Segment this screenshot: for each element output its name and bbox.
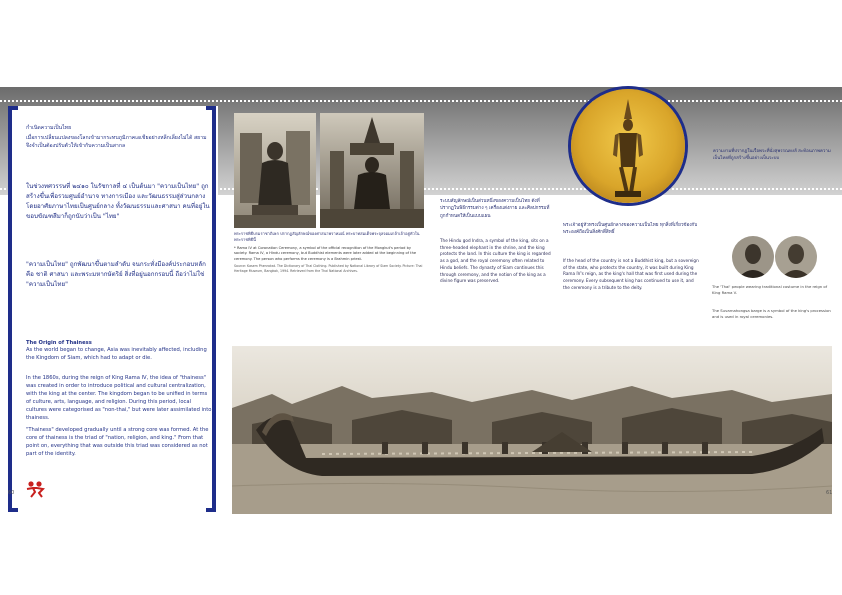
en-intro: As the world began to change, Asia was inevitably affected, including the Kingdom of Siam, which had to adapt or die. — [26, 347, 207, 362]
en-title: The Origin of Thainess — [26, 340, 92, 346]
left-bracket — [8, 106, 18, 512]
column-2-english: If the head of the country is not a Buddhist king, but a sovereign of the state, who protects the country, it was built during King Rama IV's reign, as the king's hall that was first used during the ceremony. Every subsequent king has continued to use it, and the ceremony is a tribute to the deity. — [563, 258, 699, 290]
royal-barge-photo — [232, 346, 832, 514]
th-paragraph-1: ในช่วงทศวรรษที่ ๒๔๑๐ ในรัชกาลที่ ๔ เป็นต้นมา "ความเป็นไทย" ถูกสร้างขึ้นเพื่อรวมศูนย์อำนาจ ทางการเมือง และวัฒนธรรมสู่ส่วนกลาง โดยอาศัยภาษาไทยเป็นศูนย์กลาง ทั้งวัฒนธรรมและศาสนา คนที่อยู่ในขอบขัณฑสีมาก็ถูกนับว่าเป็น "ไทย" — [26, 183, 210, 220]
dotted-line-top — [0, 100, 842, 102]
th-paragraph-2: "ความเป็นไทย" ถูกพัฒนาขึ้นตามลำดับ จนกระทั่งมีองค์ประกอบหลัก คือ ชาติ ศาสนา และพระมหากษัตริย์ สิ่งที่อยู่นอกกรอบนี้ ถือว่าไม่ใช่ "ความเป็นไทย" — [26, 261, 206, 288]
barge-caption: The Suvarnahongsa barge is a symbol of the king's procession and is used in royal ceremonies. — [712, 308, 831, 319]
column-1-thai: ระบบสัญลักษณ์เป็นส่วนหนึ่งของความเป็นไทย ดังที่ปรากฏในพิธีกรรมต่าง ๆ เครื่องแต่งกาย และศิลปกรรมที่ถูกกำหนดให้เป็นแบบแผน — [440, 199, 550, 219]
right-thai-text: ความงามที่ปรากฏในเรือพระที่นั่งสุพรรณหงส์ สะท้อนภาพความเป็นไทยที่ถูกสร้างขึ้นอย่างเป็นระบบ — [713, 149, 831, 162]
red-figures-logo — [25, 480, 45, 498]
caption-en: * Rama IV at Coronation Ceremony, a symbol of the official recognition of the Mongkut's period by society. Rama IV, a Hindu ceremony, but Buddhist elements were later added at the beginning of the ceremony. The person who performs the ceremony is a Brahmin priest. — [234, 246, 417, 261]
caption-th: พระราชพิธีบรมราชาภิเษก ปรากฏสัญลักษณ์ของศาสนาพราหมณ์ พระบาทสมเด็จพระจุลจอมเกล้าเจ้าอยู่หัวในพระราชพิธีนี้ — [234, 231, 420, 242]
column-1-english: The Hindu god Indra, a symbol of the king, sits on a three-headed elephant in the shrine, and the king protects the land. In this culture the king is regarded as a god, and the royal ceremony often related to Hindu beliefs. The dynasty of Siam continues this through ceremony, and the notion of the king as a divine figure was preserved. — [440, 238, 551, 284]
photo-king-seated — [234, 113, 316, 228]
en-paragraph-2: "Thainess" developed gradually until a strong core was formed. At the core of thainess is the triad of "nation, religion, and king." From that point on, everything that was outside this triad was considered as not part of the identity. — [26, 427, 209, 458]
portrait-woman-photo — [775, 236, 817, 278]
page-number-left: 60 — [8, 490, 15, 496]
photo-coronation-throne — [320, 113, 424, 228]
page-number-right: 61 — [826, 490, 833, 496]
th-title: กำเนิดความเป็นไทย — [26, 125, 72, 131]
caption-source: Source: Kasem Phenrakat. The Dictionary of Thai Clothing. Published by National Library of Siam Society. Picture: Thai Heritage Museum, Bangkok, 1994. Retrieved from the Thai National Archives. — [234, 264, 423, 273]
en-paragraph-1: In the 1860s, during the reign of King Rama IV, the idea of "thainess" was created in order to introduce political and cultural centralization, with the king at the center. The kingdom began to be unified in terms of culture, arts, language, and religion. During this period, local cultures were categorised as "non-thai," but were later assimilated into thainess. — [26, 375, 212, 422]
portrait-man-photo — [732, 236, 774, 278]
statue-circle-photo — [568, 86, 688, 206]
column-2-thai: พระเจ้าอยู่หัวทรงเป็นศูนย์กลางของความเป็นไทย ทุกสิ่งที่เกี่ยวข้องกับพระองค์ถือเป็นสิ่งศักดิ์สิทธิ์ — [563, 223, 698, 236]
th-intro: เมื่อการเปลี่ยนแปลงของโลกเข้ามากระทบภูมิภาคเอเชียอย่างหลีกเลี่ยงไม่ได้ สยามจึงจำเป็นต้องปรับตัวให้เข้ากับความเป็นสากล — [26, 135, 207, 150]
portrait-caption: The 'Thai' people wearing traditional costume in the reign of King Rama V. — [712, 284, 828, 295]
